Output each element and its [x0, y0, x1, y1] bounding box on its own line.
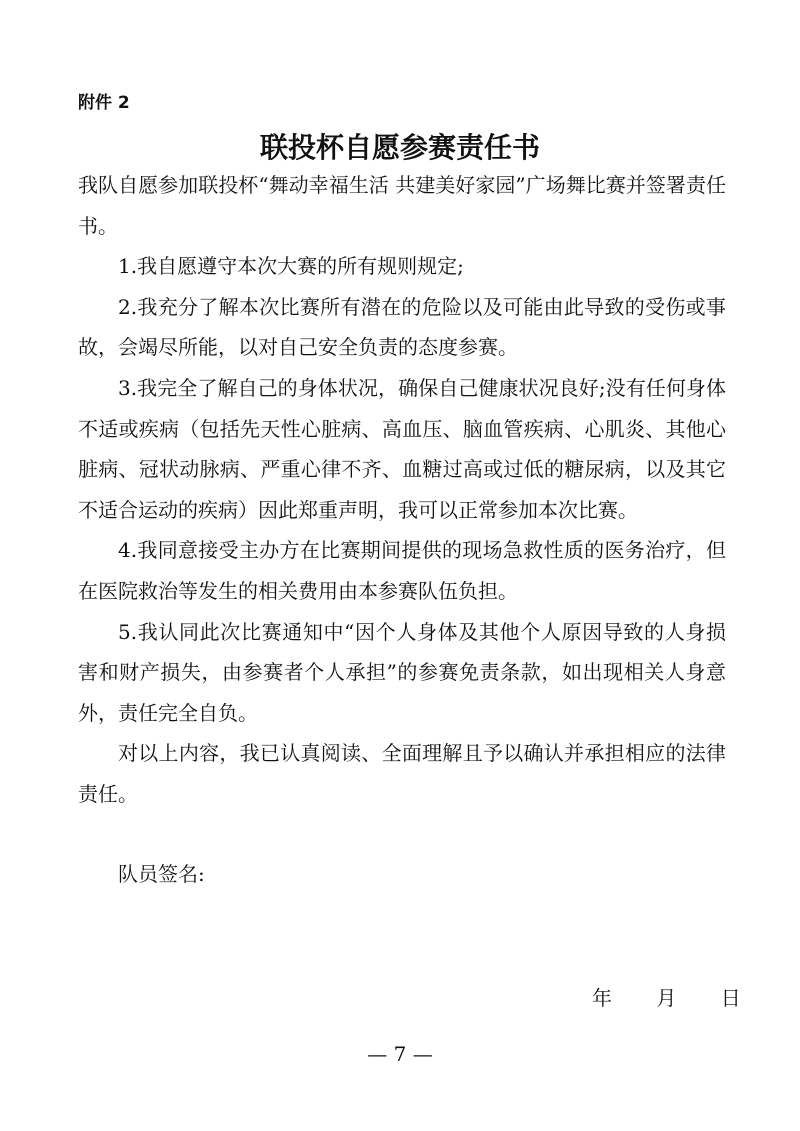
attachment-label: 附件 2 — [78, 93, 130, 113]
closing-paragraph: 对以上内容，我已认真阅读、全面理解且予以确认并承担相应的法律责任。 — [78, 741, 726, 806]
signature-label: 队员签名: — [118, 862, 205, 886]
date-line — [592, 982, 741, 1011]
date-year: 年 — [592, 986, 612, 1010]
clause-3: 3.我完全了解自己的身体状况，确保自己健康状况良好;没有任何身体不适或疾病（包括先天性心脏病、高血压、脑血管疾病、心肌炎、其他心脏病、冠状动脉病、严重心律不齐、血糖过高或过低的糖尿病，以及其它不适合运动的疾病）因此郑重声明，我可以正常参加本次比赛。 — [78, 375, 726, 522]
clause-4: 4.我同意接受主办方在比赛期间提供的现场急救性质的医务治疗，但在医院救治等发生的相关费用由本参赛队伍负担。 — [78, 538, 726, 603]
document-body — [78, 165, 726, 815]
intro-paragraph: 我队自愿参加联投杯“舞动幸福生活 共建美好家园”广场舞比赛并签署责任书。 — [78, 173, 726, 238]
page-number: — 7 — — [367, 1042, 433, 1066]
clause-5: 5.我认同此次比赛通知中“因个人身体及其他个人原因导致的人身损害和财产损失，由参赛者个人承担”的参赛免责条款，如出现相关人身意外，责任完全自负。 — [78, 619, 726, 725]
document-title: 联投杯自愿参赛责任书 — [259, 131, 540, 164]
date-day: 日 — [720, 986, 741, 1010]
date-month: 月 — [656, 986, 677, 1010]
clause-1: 1.我自愿遵守本次大赛的所有规则规定; — [118, 254, 464, 279]
clause-2: 2.我充分了解本次比赛所有潜在的危险以及可能由此导致的受伤或事故，会竭尽所能，以对自己安全负责的态度参赛。 — [78, 294, 726, 360]
